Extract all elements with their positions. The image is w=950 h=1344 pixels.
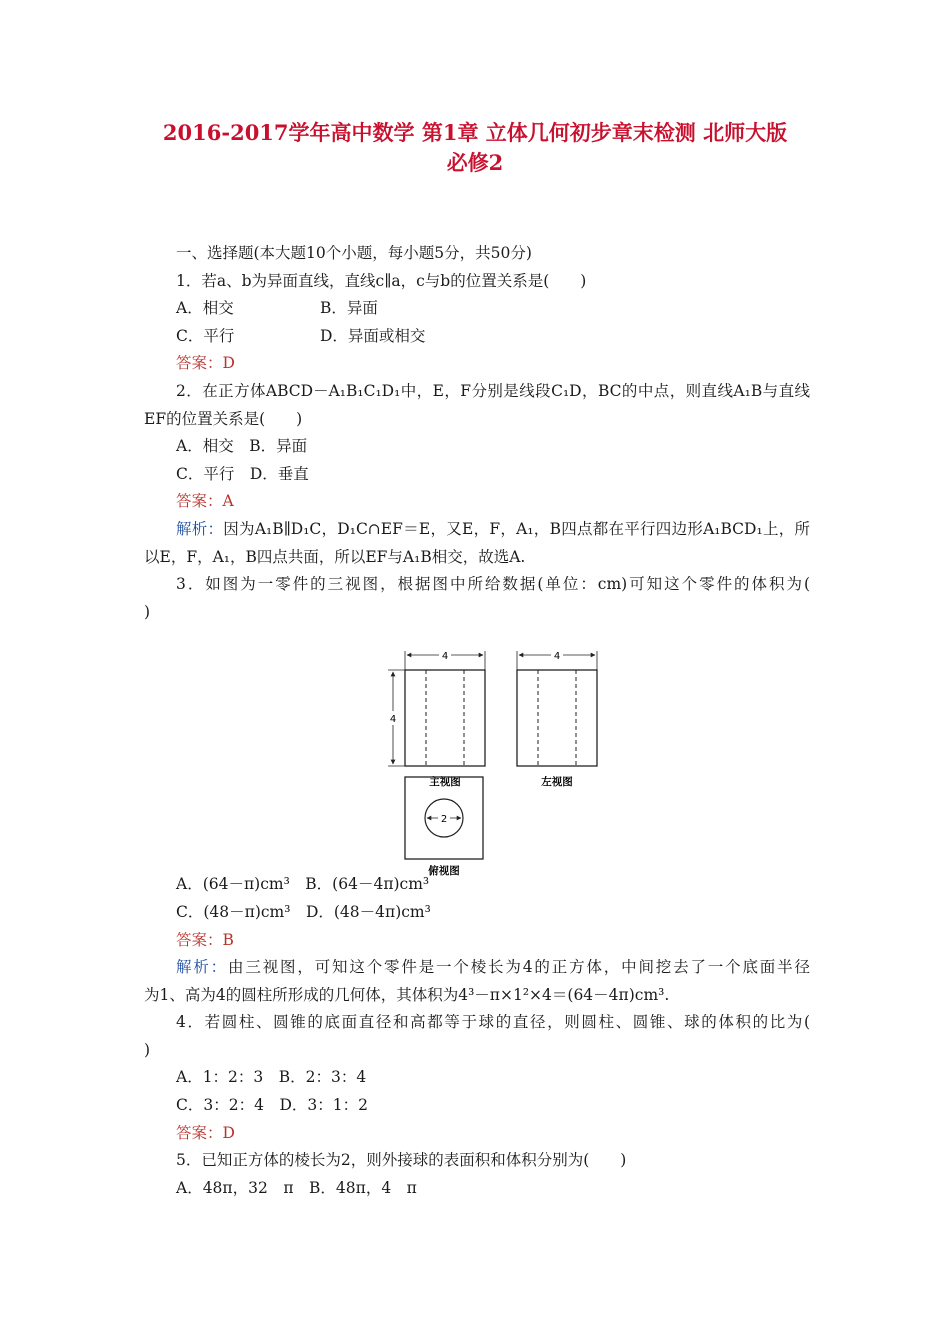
front-width-label: 4 xyxy=(441,651,449,663)
question-5-stem: 5．已知正方体的棱长为2，则外接球的表面积和体积分别为( ) xyxy=(176,1151,627,1170)
question-2-options-row-1: A．相交 B．异面 xyxy=(176,437,308,456)
answer-label: 答案： xyxy=(176,930,223,949)
answer-label: 答案： xyxy=(176,1123,223,1142)
analysis-text: 由三视图，可知这个零件是一个棱长为4的正方体，中间挖去了一个底面半径 xyxy=(228,958,810,977)
question-2-options-row-2: C．平行 D．垂直 xyxy=(176,464,309,483)
answer-value: A xyxy=(222,492,234,511)
answer-value: D xyxy=(222,1123,235,1142)
question-2-stem-line-1: 2．在正方体ABCD－A₁B₁C₁D₁中，E，F分别是线段C₁D，BC的中点，则直线A₁B与直线 xyxy=(176,381,810,400)
question-3-answer xyxy=(144,927,810,955)
question-1-stem: 1．若a、b为异面直线，直线c∥a，c与b的位置关系是( ) xyxy=(176,271,587,290)
answer-label: 答案： xyxy=(176,492,223,511)
answer-label: 答案： xyxy=(176,354,223,373)
question-3-stem-line-2: ) xyxy=(144,602,151,621)
document-title xyxy=(120,118,830,178)
question-1-answer xyxy=(144,350,810,378)
side-view-square xyxy=(517,670,597,766)
side-view xyxy=(517,648,597,788)
side-width-label: 4 xyxy=(553,651,561,663)
question-3-options-row-2: C．(48－π)cm³ D．(48－4π)cm³ xyxy=(176,902,431,921)
side-view-caption: 左视图 xyxy=(541,776,573,789)
question-3-options-row-1: A．(64－π)cm³ B．(64－4π)cm³ xyxy=(176,875,430,894)
question-1-options-row-1 xyxy=(144,295,810,323)
question-3-analysis-line-1 xyxy=(144,954,810,982)
question-3-analysis-line-2: 为1、高为4的圆柱所形成的几何体，其体积为4³－π×1²×4＝(64－4π)cm³. xyxy=(144,985,670,1004)
question-5-options-row-1: A．48π，32 π B．48π，4 π xyxy=(176,1178,417,1197)
analysis-label: 解析： xyxy=(176,958,229,977)
answer-value: D xyxy=(222,354,235,373)
title-line-1: 2016-2017学年高中数学 第1章 立体几何初步章末检测 北师大版 xyxy=(162,120,788,145)
top-diameter-label: 2 xyxy=(440,814,448,825)
top-view-caption: 俯视图 xyxy=(428,865,460,877)
question-4-stem-line-1: 4．若圆柱、圆锥的底面直径和高都等于球的直径，则圆柱、圆锥、球的体积的比为( xyxy=(176,1013,810,1032)
question-1-option-b: B．异面 xyxy=(320,299,378,318)
front-view-caption: 主视图 xyxy=(429,776,461,789)
question-1-options-row-2 xyxy=(144,323,810,351)
question-1-option-d: D．异面或相交 xyxy=(320,326,426,345)
question-2-analysis-line-2: 以E，F，A₁，B四点共面，所以EF与A₁B相交，故选A. xyxy=(144,547,526,566)
analysis-label: 解析： xyxy=(176,519,224,538)
question-4-options-row-1: A．1：2：3 B．2：3：4 xyxy=(176,1068,367,1087)
question-3-stem-line-1: 3．如图为一零件的三视图，根据图中所给数据(单位：cm)可知这个零件的体积为( xyxy=(176,575,810,594)
analysis-text: 因为A₁B∥D₁C，D₁C∩EF＝E，又E，F，A₁，B四点都在平行四边形A₁BCD₁上，所 xyxy=(223,519,810,538)
question-2-answer xyxy=(144,488,810,516)
question-2-stem-line-2: EF的位置关系是( ) xyxy=(144,409,303,428)
section-heading: 一、选择题(本大题10个小题，每小题5分，共50分) xyxy=(176,244,532,262)
question-4-answer xyxy=(144,1120,810,1148)
front-view-square xyxy=(405,670,485,766)
question-1-option-a: A．相交 xyxy=(176,299,234,318)
answer-value: B xyxy=(222,930,234,949)
document-body xyxy=(144,240,810,1202)
question-2-analysis-line-1 xyxy=(144,516,810,544)
question-4-options-row-2: C．3：2：4 D．3：1：2 xyxy=(176,1096,368,1115)
question-4-stem-line-2: ) xyxy=(144,1040,151,1059)
front-view xyxy=(387,648,485,788)
top-view-drawing xyxy=(400,772,490,902)
title-line-2: 必修2 xyxy=(446,150,504,175)
front-height-label: 4 xyxy=(389,714,397,726)
question-1-option-c: C．平行 xyxy=(176,326,235,345)
